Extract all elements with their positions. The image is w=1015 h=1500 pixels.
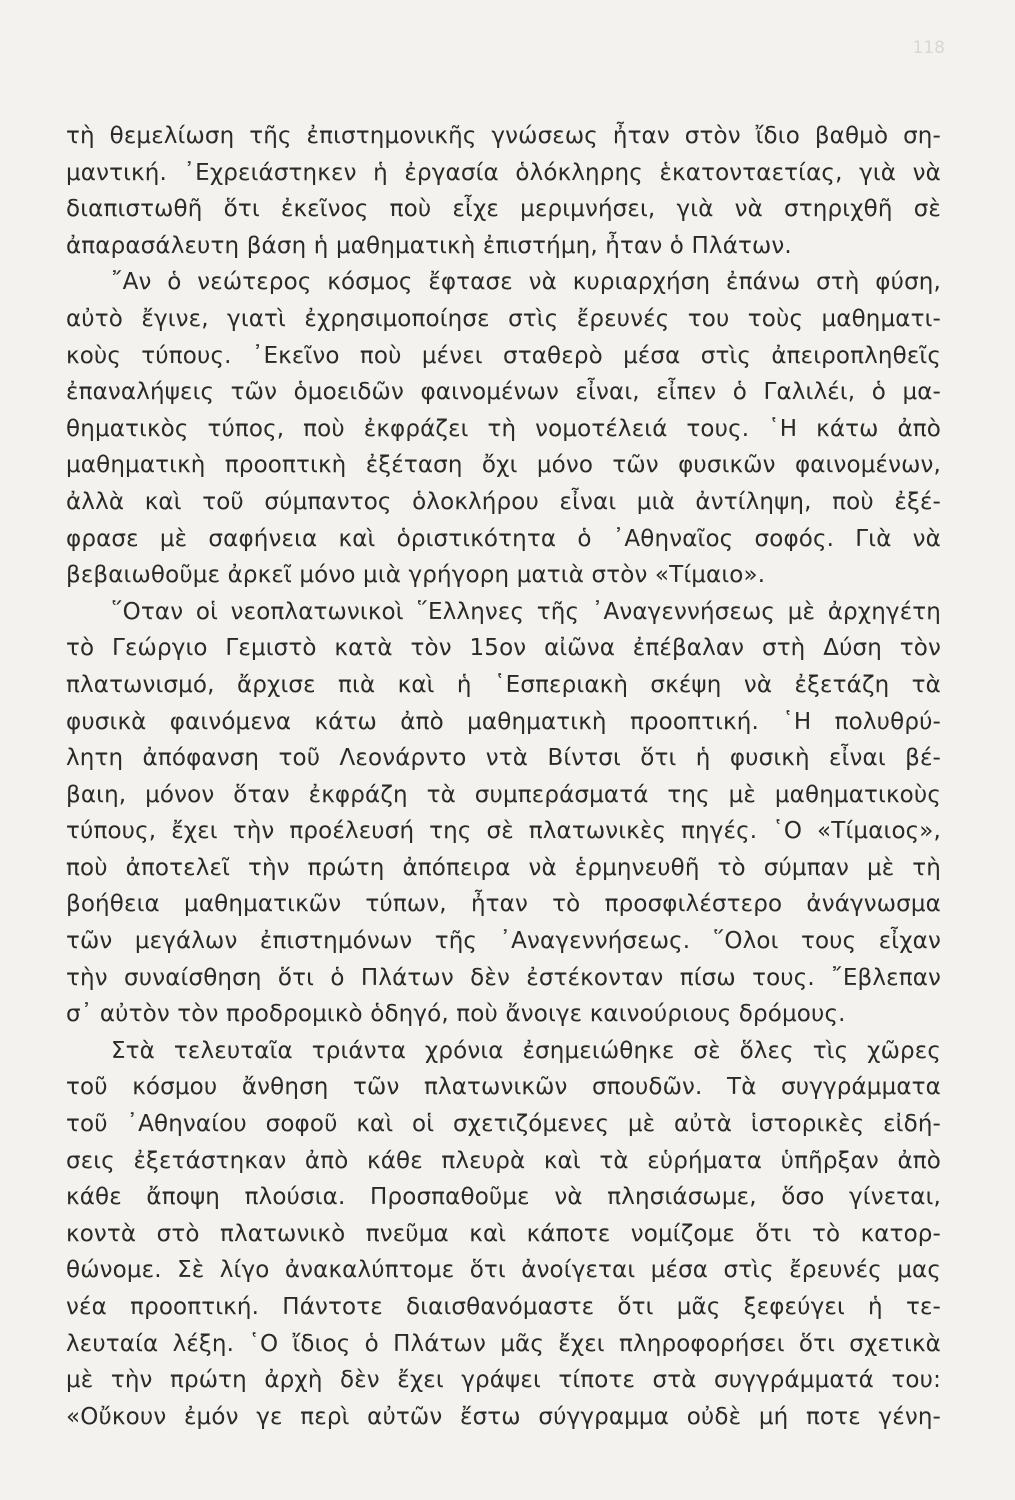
text-line: αὐτὸ ἔγινε, γιατὶ ἐχρησιμοποίησε στὶς ἔρευνές του τοὺς μαθηματι- [66, 305, 941, 332]
text-line: ἀλλὰ καὶ τοῦ σύμπαντος ὁλοκλήρου εἶναι μιὰ ἀντίληψη, ποὺ ἐξέ- [66, 488, 941, 515]
text-line: μαντική. ᾿Εχρειάστηκεν ἡ ἐργασία ὁλόκληρης ἑκατονταετίας, γιὰ νὰ [66, 159, 941, 186]
text-line: φυσικὰ φαινόμενα κάτω ἀπὸ μαθηματικὴ προοπτική. ῾Η πολυθρύ- [66, 708, 941, 735]
text-line: τὸ Γεώργιο Γεμιστὸ κατὰ τὸν 15ον αἰῶνα ἐπέβαλαν στὴ Δύση τὸν [66, 635, 941, 662]
text-line: κοὺς τύπους. ᾿Εκεῖνο ποὺ μένει σταθερὸ μέσα στὶς ἀπειροπληθεῖς [66, 342, 941, 369]
text-line: θώνομε. Σὲ λίγο ἀνακαλύπτομε ὅτι ἀνοίγεται μέσα στὶς ἔρευνές μας [66, 1257, 941, 1284]
text-line: θηματικὸς τύπος, ποὺ ἐκφράζει τὴ νομοτέλειά τους. ῾Η κάτω ἀπὸ [66, 415, 941, 442]
text-line: τοῦ ᾿Αθηναίου σοφοῦ καὶ οἱ σχετιζόμενες μὲ αὐτὰ ἱστορικὲς εἰδή- [66, 1111, 941, 1138]
text-line: τύπους, ἔχει τὴν προέλευσή της σὲ πλατωνικὲς πηγές. ῾Ο «Τίμαιος», [66, 818, 941, 845]
text-line: μαθηματικὴ προοπτικὴ ἐξέταση ὄχι μόνο τῶν φυσικῶν φαινομένων, [66, 452, 941, 479]
text-line: φρασε μὲ σαφήνεια καὶ ὁριστικότητα ὁ ᾿Αθηναῖος σοφός. Γιὰ νὰ [66, 525, 941, 552]
text-line: ἐπαναλήψεις τῶν ὁμοειδῶν φαινομένων εἶναι, εἶπεν ὁ Γαλιλέι, ὁ μα- [66, 379, 941, 406]
text-line: διαπιστωθῆ ὅτι ἐκεῖνος ποὺ εἶχε μεριμνήσει, γιὰ νὰ στηριχθῆ σὲ [66, 196, 941, 223]
text-line: βεβαιωθοῦμε ἀρκεῖ μόνο μιὰ γρήγορη ματιὰ στὸν «Τίμαιο». [66, 562, 766, 589]
text-line: λητη ἀπόφανση τοῦ Λεονάρντο ντὰ Βίντσι ὅτι ἡ φυσικὴ εἶναι βέ- [66, 745, 941, 772]
text-line: νέα προοπτική. Πάντοτε διαισθανόμαστε ὅτι μᾶς ξεφεύγει ἡ τε- [66, 1294, 941, 1320]
text-line: τὴ θεμελίωση τῆς ἐπιστημονικῆς γνώσεως ἦταν στὸν ἴδιο βαθμὸ ση- [66, 123, 941, 149]
page-number-ghost: 118 [912, 38, 945, 58]
text-line: ῎Αν ὁ νεώτερος κόσμος ἔφτασε νὰ κυριαρχήση ἐπάνω στὴ φύση, [111, 269, 941, 296]
text-line: ῞Οταν οἱ νεοπλατωνικοὶ ῞Ελληνες τῆς ᾿Αναγεννήσεως μὲ ἀρχηγέτη [111, 598, 941, 625]
text-line: σ᾿ αὐτὸν τὸν προδρομικὸ ὁδηγό, ποὺ ἄνοιγε καινούριους δρόμους. [66, 1001, 846, 1028]
text-line: ἀπαρασάλευτη βάση ἡ μαθηματικὴ ἐπιστήμη, ἦταν ὁ Πλάτων. [66, 232, 792, 259]
text-line: πλατωνισμό, ἄρχισε πιὰ καὶ ἡ ῾Εσπεριακὴ σκέψη νὰ ἐξετάζη τὰ [66, 671, 941, 698]
text-line: σεις ἐξετάστηκαν ἀπὸ κάθε πλευρὰ καὶ τὰ εὑρήματα ὑπῆρξαν ἀπὸ [66, 1147, 941, 1174]
text-line: λευταία λέξη. ῾Ο ἴδιος ὁ Πλάτων μᾶς ἔχει πληροφορήσει ὅτι σχετικὰ [66, 1330, 941, 1357]
text-line: βοήθεια μαθηματικῶν τύπων, ἦταν τὸ προσφιλέστερο ἀνάγνωσμα [66, 891, 941, 918]
text-line: κάθε ἄποψη πλούσια. Προσπαθοῦμε νὰ πλησιάσωμε, ὅσο γίνεται, [66, 1184, 941, 1211]
body-text [66, 118, 941, 1435]
text-line: ποὺ ἀποτελεῖ τὴν πρώτη ἀπόπειρα νὰ ἑρμηνευθῆ τὸ σύμπαν μὲ τὴ [66, 854, 941, 881]
text-line: τῶν μεγάλων ἐπιστημόνων τῆς ᾿Αναγεννήσεως. ῞Ολοι τους εἶχαν [66, 928, 941, 955]
text-line: τὴν συναίσθηση ὅτι ὁ Πλάτων δὲν ἐστέκονταν πίσω τους. ῎Εβλεπαν [66, 964, 941, 991]
text-line: Στὰ τελευταῖα τριάντα χρόνια ἐσημειώθηκε σὲ ὅλες τὶς χῶρες [111, 1037, 941, 1064]
text-line: «Οὔκουν ἐμόν γε περὶ αὐτῶν ἔστω σύγγραμμα οὐδὲ μή ποτε γένη- [66, 1403, 941, 1430]
text-line: κοντὰ στὸ πλατωνικὸ πνεῦμα καὶ κάποτε νομίζομε ὅτι τὸ κατορ- [66, 1220, 941, 1247]
text-line: τοῦ κόσμου ἄνθηση τῶν πλατωνικῶν σπουδῶν. Τὰ συγγράμματα [66, 1074, 941, 1101]
text-line: βαιη, μόνον ὅταν ἐκφράζη τὰ συμπεράσματά της μὲ μαθηματικοὺς [66, 781, 941, 808]
text-line: μὲ τὴν πρώτη ἀρχὴ δὲν ἔχει γράψει τίποτε στὰ συγγράμματά του: [66, 1367, 941, 1394]
